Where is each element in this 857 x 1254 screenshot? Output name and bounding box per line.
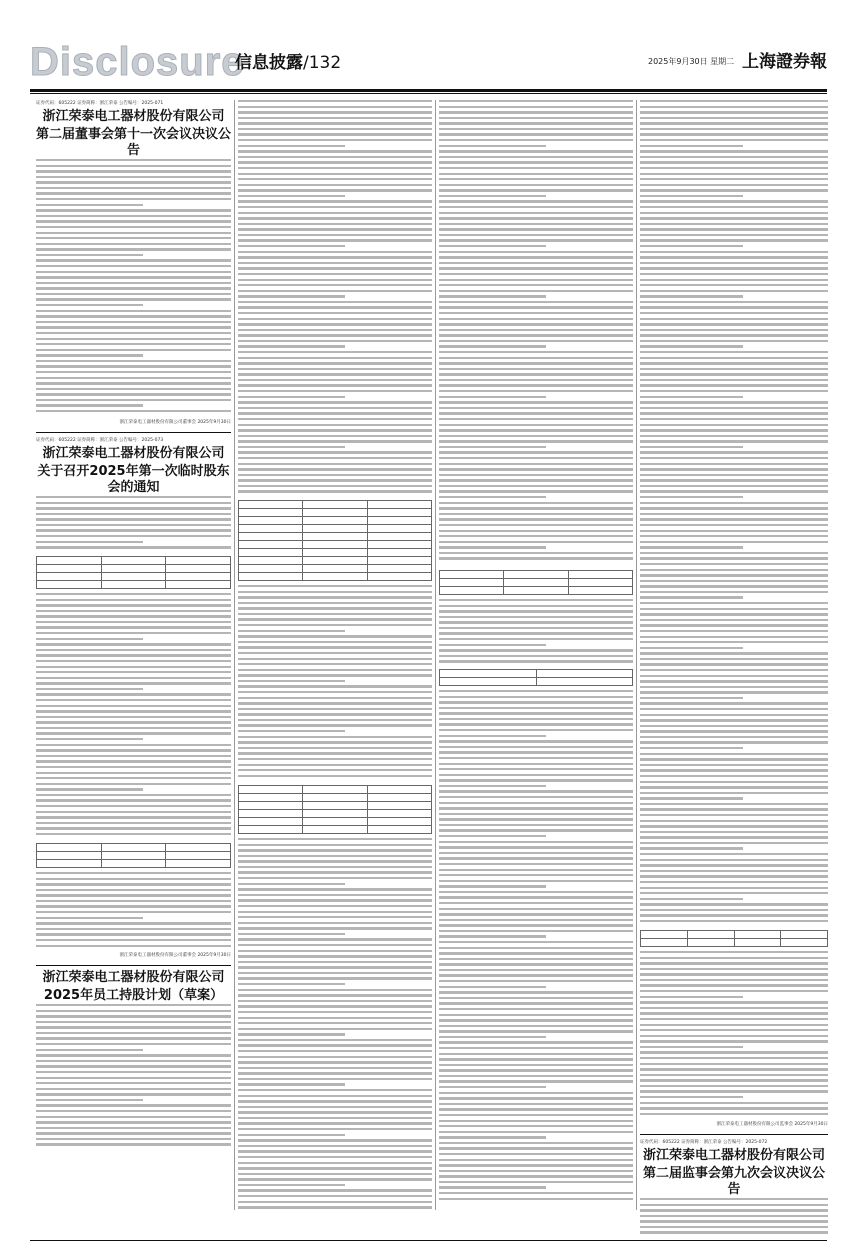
page-number: /132 — [303, 53, 342, 73]
body-text — [238, 838, 432, 1218]
column-divider — [435, 100, 436, 1210]
participants-table — [238, 500, 432, 581]
body-text — [36, 872, 231, 952]
body-text — [640, 1198, 828, 1238]
body-text — [36, 593, 231, 843]
section-divider — [640, 1134, 828, 1135]
body-text — [439, 599, 633, 669]
announcement-code: 证券代码：605222 证券简称：浙江荣泰 公告编号：2025-072 — [640, 1140, 768, 1145]
disclosure-logo: Disclosure — [30, 40, 245, 84]
body-text — [640, 951, 828, 1121]
body-text — [439, 100, 633, 570]
expense-table — [640, 930, 828, 947]
body-text — [36, 496, 231, 556]
section-divider — [36, 965, 231, 966]
body-text — [238, 585, 432, 785]
header-rule — [30, 89, 827, 92]
column-3 — [439, 100, 633, 1210]
company-name: 浙江荣泰电工器材股份有限公司 — [642, 1148, 825, 1163]
announcement-title: 关于召开2025年第一次临时股东会的通知 — [37, 464, 230, 495]
body-text — [439, 690, 633, 1210]
masthead — [30, 38, 827, 88]
section-divider — [36, 432, 231, 433]
body-text — [640, 100, 828, 930]
body-text — [36, 159, 231, 419]
header-rule-thin — [30, 93, 827, 94]
allocation-table — [238, 785, 432, 834]
announcement-title: 第二届监事会第九次会议决议公告 — [642, 1166, 825, 1197]
announcement-code: 证券代码：605222 证券简称：浙江荣泰 公告编号：2025-071 — [36, 101, 164, 106]
footer-rule — [30, 1240, 827, 1241]
proposal-table — [36, 556, 231, 589]
signature: 浙江荣泰电工器材股份有限公司董事会 2025年9月30日 — [119, 420, 231, 425]
plan-title: 2025年员工持股计划（草案） — [43, 988, 224, 1003]
column-divider — [636, 100, 637, 1210]
announcement-title: 第二届董事会第十一次会议决议公告 — [36, 127, 232, 158]
newspaper-brand: 上海證券報 — [742, 52, 827, 72]
signature: 浙江荣泰电工器材股份有限公司董事会 2025年9月30日 — [119, 953, 231, 958]
column-2 — [238, 100, 432, 1218]
performance-table — [439, 669, 633, 686]
column-1 — [36, 100, 231, 1154]
company-name: 浙江荣泰电工器材股份有限公司 — [42, 970, 225, 985]
body-text — [36, 1004, 231, 1154]
issue-date: 2025年9月30日 星期二 — [648, 57, 735, 66]
company-name: 浙江荣泰电工器材股份有限公司 — [42, 109, 225, 124]
voting-table — [36, 843, 231, 868]
section-title: 信息披露/132 — [235, 53, 342, 73]
announcement-code: 证券代码：605222 证券简称：浙江荣泰 公告编号：2025-073 — [36, 438, 164, 443]
company-name: 浙江荣泰电工器材股份有限公司 — [42, 446, 225, 461]
lockup-table — [439, 570, 633, 595]
column-divider — [234, 100, 235, 1210]
signature: 浙江荣泰电工器材股份有限公司监事会 2025年9月30日 — [716, 1122, 828, 1127]
column-4 — [640, 100, 828, 1238]
body-text — [238, 100, 432, 500]
